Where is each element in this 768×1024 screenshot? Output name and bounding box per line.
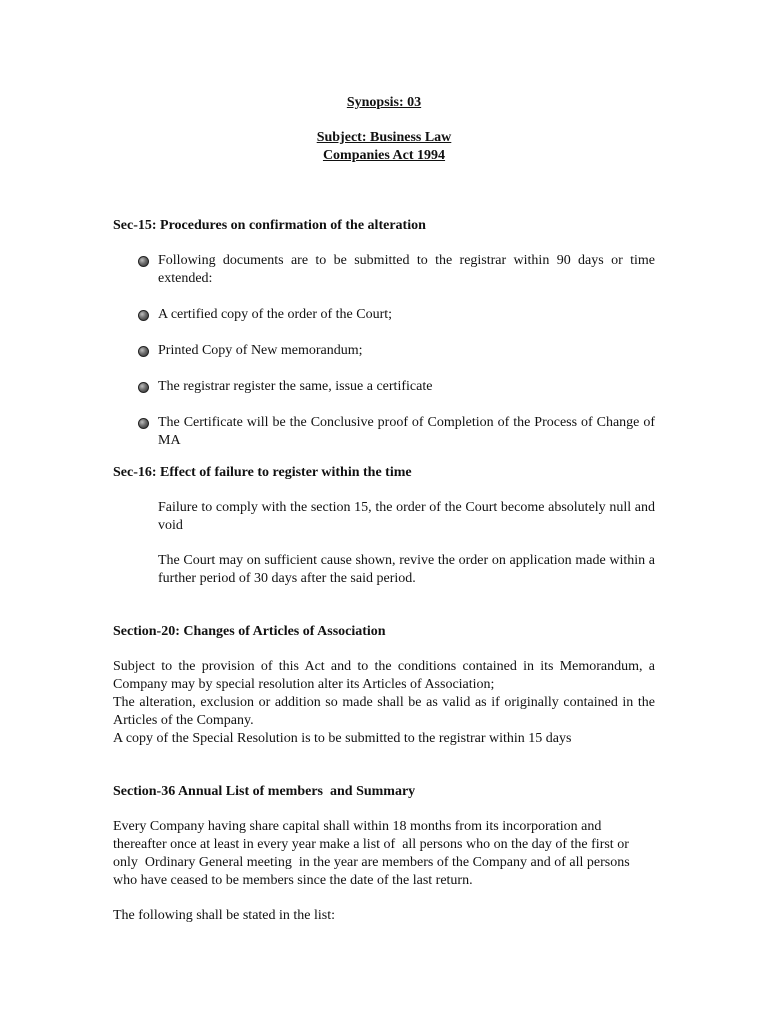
sec20-line-3: A copy of the Special Resolution is to be submitted to the registrar within 15 days bbox=[113, 731, 572, 746]
sec15-bullet-list bbox=[113, 252, 655, 450]
synopsis-title: Synopsis: 03 bbox=[346, 95, 422, 110]
sec36-paragraph-1: Every Company having share capital shall within 18 months from its incorporation and thereafter once at least in every year make a list of all persons who on the day of the first or only Ordinary General meeting in the year are members of the Company and of all persons who have ceased to be members since the date of the last return. bbox=[113, 819, 634, 888]
list-item: The registrar register the same, issue a certificate bbox=[113, 378, 655, 396]
list-item: Following documents are to be submitted to the registrar within 90 days or time extended: bbox=[113, 252, 655, 288]
sec20-line-2: The alteration, exclusion or addition so made shall be as valid as if originally contained in the Articles of the Company. bbox=[113, 695, 655, 728]
document-page bbox=[113, 94, 655, 925]
sec20-line-1: Subject to the provision of this Act and to the conditions contained in its Memorandum, a Company may by special resolution alter its Articles of Association; bbox=[113, 659, 655, 692]
subject-line: Subject: Business Law bbox=[316, 130, 452, 145]
bullet-icon bbox=[138, 382, 149, 393]
sec36-heading: Section-36 Annual List of members and Summary bbox=[113, 784, 416, 799]
bullet-icon bbox=[138, 310, 149, 321]
sec16-paragraph-1: Failure to comply with the section 15, the order of the Court become absolutely null and void bbox=[158, 500, 655, 533]
list-item: A certified copy of the order of the Court; bbox=[113, 306, 655, 324]
bullet-icon bbox=[138, 256, 149, 267]
sec20-heading: Section-20: Changes of Articles of Association bbox=[113, 624, 386, 639]
bullet-icon bbox=[138, 418, 149, 429]
bullet-icon bbox=[138, 346, 149, 357]
sec36-paragraph-2: The following shall be stated in the list: bbox=[113, 908, 336, 923]
list-item: Printed Copy of New memorandum; bbox=[113, 342, 655, 360]
act-line: Companies Act 1994 bbox=[322, 148, 446, 163]
sec16-paragraph-2: The Court may on sufficient cause shown, revive the order on application made within a further period of 30 days after the said period. bbox=[158, 553, 655, 586]
sec15-heading: Sec-15: Procedures on confirmation of the alteration bbox=[113, 218, 426, 233]
sec16-heading: Sec-16: Effect of failure to register within the time bbox=[113, 465, 412, 480]
list-item: The Certificate will be the Conclusive proof of Completion of the Process of Change of MA bbox=[113, 414, 655, 450]
